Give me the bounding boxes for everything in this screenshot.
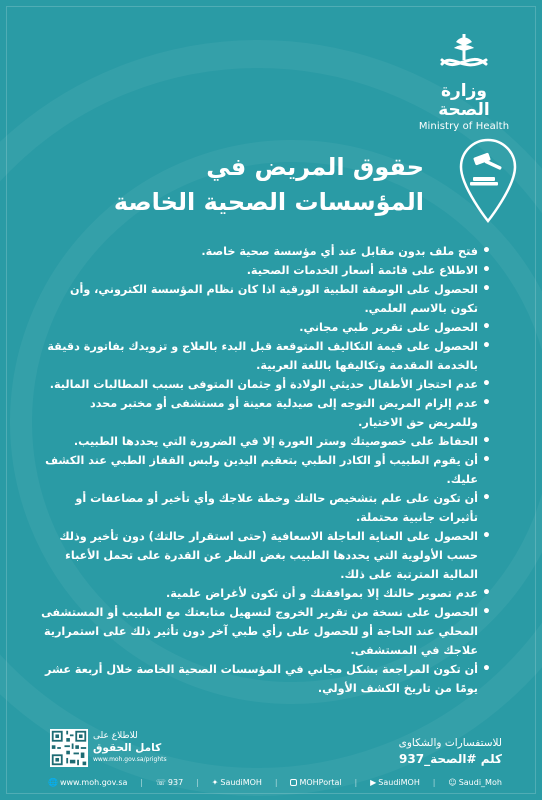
ministry-logo-icon (436, 30, 492, 78)
link-text: www.moh.gov.sa (59, 777, 128, 787)
divider: | (432, 777, 436, 787)
divider: | (196, 777, 199, 787)
qr-caption (93, 731, 167, 764)
phone-link[interactable] (156, 778, 183, 787)
hashtag-label: كلم #الصحة_937 (399, 752, 502, 766)
list-item: • أن تكون المراجعة بشكل مجاني في المؤسسات الصحية الخاصة خلال أربعة عشر يومًا من تاريخ الكشف الأولي. (40, 660, 478, 698)
list-item: • عدم إلزام المريض التوجه إلى صيدلية معينة أو مستشفى أو مختبر محدد وللمريض حق الاختيار. (40, 394, 478, 432)
divider: | (140, 777, 143, 787)
divider: | (274, 777, 278, 787)
portal-link[interactable] (290, 778, 341, 787)
logo-english-name: Ministry of Health (418, 121, 510, 133)
link-text: 937 (167, 777, 184, 787)
portal-icon (290, 779, 297, 786)
title-line-2: المؤسسات الصحية الخاصة (113, 187, 424, 216)
list-item: • فتح ملف بدون مقابل عند أي مؤسسة صحية خاصة. (40, 242, 478, 261)
youtube-link[interactable] (370, 778, 420, 787)
twitter-link[interactable] (212, 778, 262, 787)
ministry-logo (418, 30, 510, 132)
globe-icon: 🌐 (48, 777, 58, 787)
list-item: • الحفاظ على خصوصيتك وستر العورة إلا في الضرورة التي يحددها الطبيب. (40, 432, 478, 451)
youtube-icon: ▶ (370, 777, 377, 787)
title-line-1: حقوق المريض في (206, 153, 424, 181)
list-item: • الاطلاع على قائمة أسعار الخدمات الصحية. (40, 261, 478, 280)
phone-icon: ☏ (155, 777, 166, 787)
footer-contact (399, 736, 502, 768)
list-item: • الحصول على الوصفة الطبية الورقية اذا كان نظام المؤسسة الكتروني، وأن تكون بالاسم العلمي. (40, 280, 478, 318)
website-link[interactable] (48, 778, 127, 787)
link-text: SaudiMOH (220, 777, 262, 787)
page-title (113, 150, 424, 220)
list-item: • الحصول على تقرير طبي مجاني. (40, 318, 478, 337)
qr-caption-line2: كامل الحقوق (93, 742, 162, 754)
qr-caption-line1: للاطلاع على (93, 731, 138, 741)
rights-list (40, 242, 492, 698)
list-item: • عدم احتجاز الأطفال حديثي الولادة أو جثمان المتوفى بسبب المطالبات المالية. (40, 375, 478, 394)
snapchat-icon: ☺ (448, 777, 457, 787)
list-item: • الحصول على نسخة من تقرير الخروج لتسهيل متابعتك مع الطبيب أو المستشفى المحلي عند الحاجة أو للحصول على رأي طبي آخر دون تأثير ذلك على استمرارية علاجك في المستشفى. (40, 603, 478, 660)
snapchat-link[interactable] (448, 778, 502, 787)
link-text: MOHPortal (299, 777, 342, 787)
logo-arabic-name: وزارة الصحة (438, 81, 490, 120)
gavel-pin-icon (457, 135, 519, 225)
social-bar (48, 773, 502, 791)
inquiries-label: للاستفسارات والشكاوى (398, 737, 502, 749)
list-item: • الحصول على قيمة التكاليف المتوقعة قبل البدء بالعلاج و تزويدك بفاتورة دقيقة بالخدمة المقدمة وتكاليفها باللغة العربية. (40, 337, 478, 375)
link-text: SaudiMOH (378, 777, 420, 787)
divider: | (354, 777, 358, 787)
list-item: • الحصول على العناية العاجلة الاسعافية (حتى استقرار حالتك) دون تأخير وذلك حسب الأولوية التي يحددها الطبيب بغض النظر عن القدرة على تحمل الأعباء المالية المترتبة على ذلك. (40, 527, 478, 584)
qr-code[interactable] (50, 729, 88, 767)
list-item: • عدم تصوير حالتك إلا بموافقتك و أن تكون لأغراض علمية. (40, 584, 478, 603)
twitter-icon: ✦ (211, 777, 219, 787)
list-item: • أن تكون على علم بتشخيص حالتك وخطة علاجك وأي تأخير أو مضاعفات أو تأثيرات جانبية محتملة. (40, 489, 478, 527)
qr-url[interactable]: www.moh.gov.sa/prights (93, 756, 167, 763)
link-text: Saudi_Moh (458, 777, 502, 787)
list-item: • أن يقوم الطبيب أو الكادر الطبي بتعقيم اليدين ولبس القفاز الطبي عند الكشف عليك. (40, 451, 478, 489)
